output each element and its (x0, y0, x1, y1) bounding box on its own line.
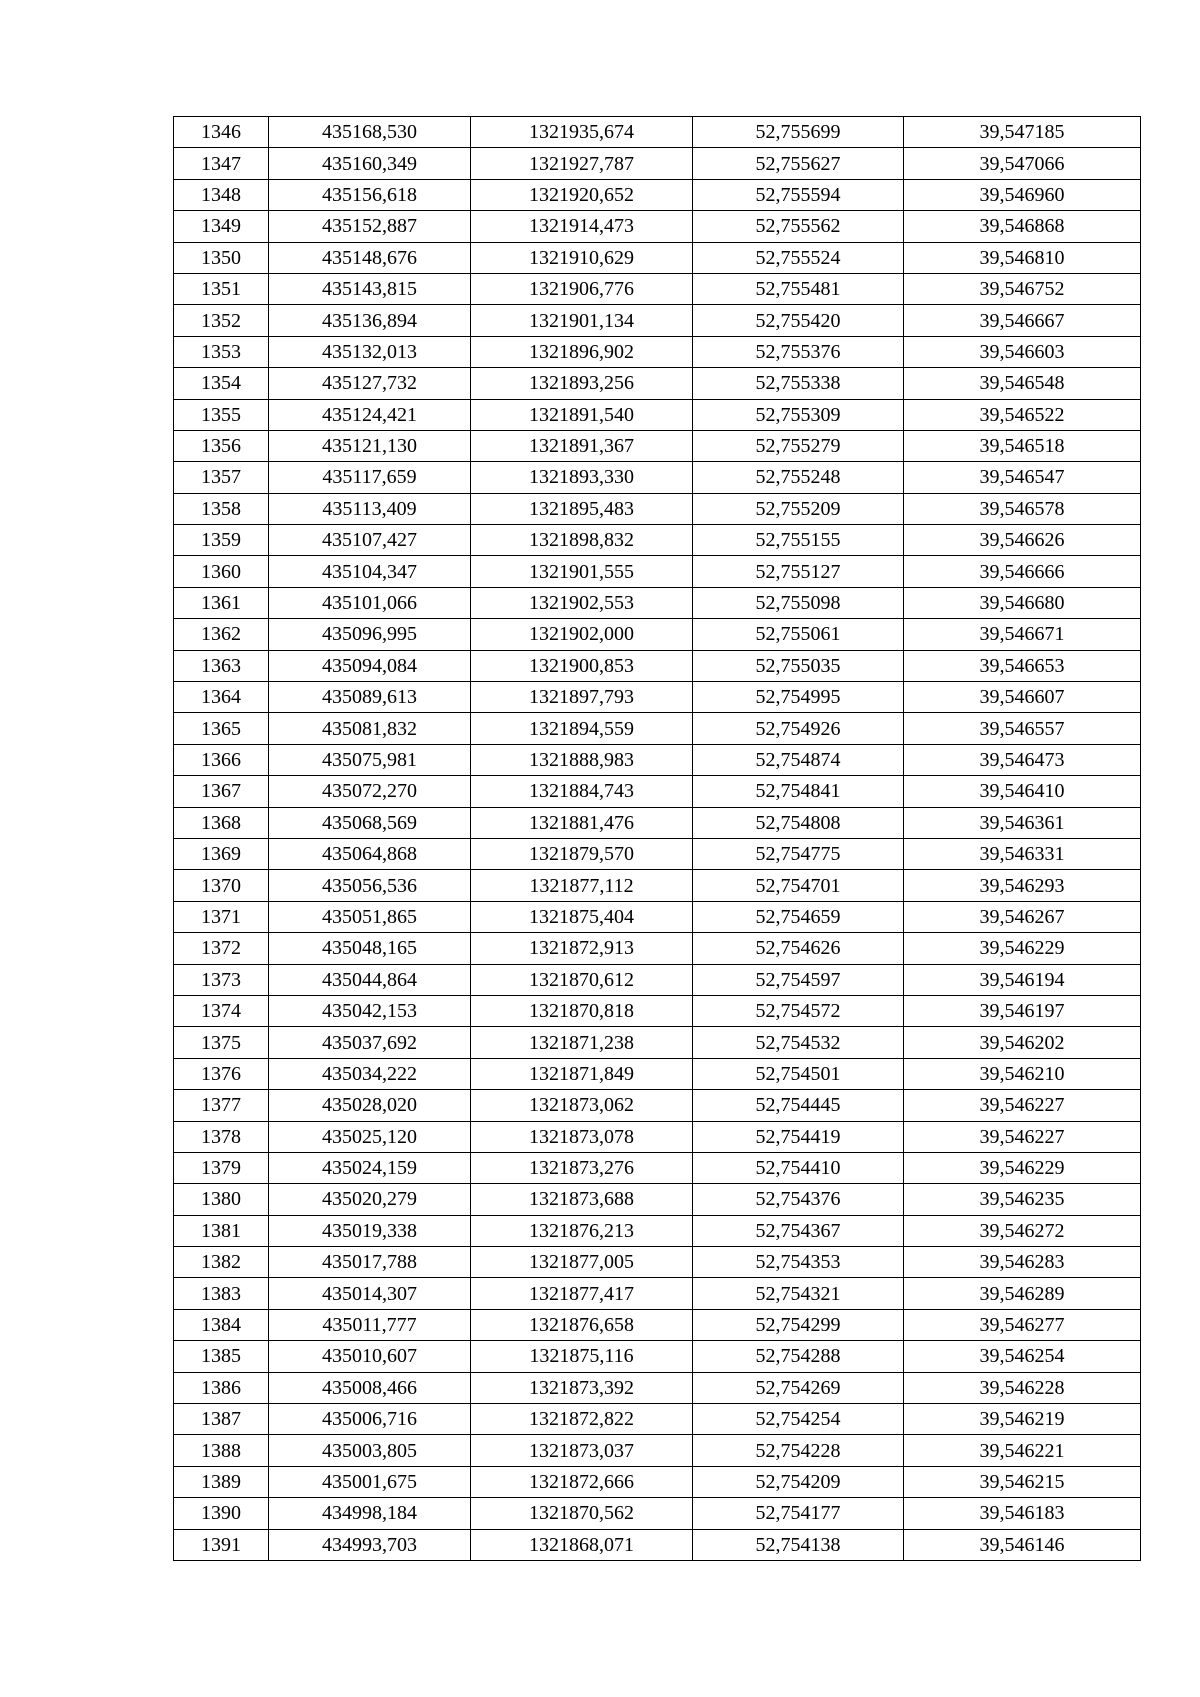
table-row (174, 1529, 1141, 1560)
longitude-cell: 39,546194 (904, 964, 1141, 995)
x-coordinate-cell: 435010,607 (269, 1341, 471, 1372)
longitude-cell: 39,546202 (904, 1027, 1141, 1058)
latitude-cell: 52,754419 (693, 1121, 904, 1152)
table-row (174, 1498, 1141, 1529)
point-number-cell: 1370 (174, 870, 269, 901)
y-coordinate-cell: 1321902,000 (471, 619, 693, 650)
longitude-cell: 39,546227 (904, 1121, 1141, 1152)
point-number-cell: 1379 (174, 1152, 269, 1183)
y-coordinate-cell: 1321891,367 (471, 430, 693, 461)
point-number-cell: 1380 (174, 1184, 269, 1215)
x-coordinate-cell: 435117,659 (269, 462, 471, 493)
point-number-cell: 1357 (174, 462, 269, 493)
longitude-cell: 39,547185 (904, 117, 1141, 148)
coordinates-table (173, 116, 1141, 1561)
x-coordinate-cell: 435068,569 (269, 807, 471, 838)
latitude-cell: 52,755481 (693, 273, 904, 304)
latitude-cell: 52,755338 (693, 368, 904, 399)
x-coordinate-cell: 434993,703 (269, 1529, 471, 1560)
y-coordinate-cell: 1321875,116 (471, 1341, 693, 1372)
point-number-cell: 1347 (174, 148, 269, 179)
table-row (174, 807, 1141, 838)
longitude-cell: 39,546557 (904, 713, 1141, 744)
y-coordinate-cell: 1321873,276 (471, 1152, 693, 1183)
y-coordinate-cell: 1321873,078 (471, 1121, 693, 1152)
point-number-cell: 1383 (174, 1278, 269, 1309)
point-number-cell: 1385 (174, 1341, 269, 1372)
table-row (174, 525, 1141, 556)
x-coordinate-cell: 435152,887 (269, 211, 471, 242)
table-row (174, 1058, 1141, 1089)
x-coordinate-cell: 435096,995 (269, 619, 471, 650)
latitude-cell: 52,754659 (693, 901, 904, 932)
y-coordinate-cell: 1321877,005 (471, 1247, 693, 1278)
y-coordinate-cell: 1321927,787 (471, 148, 693, 179)
latitude-cell: 52,754353 (693, 1247, 904, 1278)
table-row (174, 587, 1141, 618)
x-coordinate-cell: 435003,805 (269, 1435, 471, 1466)
point-number-cell: 1391 (174, 1529, 269, 1560)
table-row (174, 1278, 1141, 1309)
table-row (174, 1341, 1141, 1372)
y-coordinate-cell: 1321893,256 (471, 368, 693, 399)
point-number-cell: 1384 (174, 1309, 269, 1340)
table-row (174, 870, 1141, 901)
point-number-cell: 1372 (174, 933, 269, 964)
point-number-cell: 1386 (174, 1372, 269, 1403)
longitude-cell: 39,546653 (904, 650, 1141, 681)
x-coordinate-cell: 435051,865 (269, 901, 471, 932)
y-coordinate-cell: 1321873,062 (471, 1090, 693, 1121)
y-coordinate-cell: 1321901,555 (471, 556, 693, 587)
point-number-cell: 1352 (174, 305, 269, 336)
y-coordinate-cell: 1321872,913 (471, 933, 693, 964)
table-row (174, 901, 1141, 932)
point-number-cell: 1348 (174, 179, 269, 210)
table-row (174, 713, 1141, 744)
longitude-cell: 39,546267 (904, 901, 1141, 932)
longitude-cell: 39,546283 (904, 1247, 1141, 1278)
y-coordinate-cell: 1321920,652 (471, 179, 693, 210)
point-number-cell: 1387 (174, 1404, 269, 1435)
longitude-cell: 39,546277 (904, 1309, 1141, 1340)
longitude-cell: 39,546667 (904, 305, 1141, 336)
longitude-cell: 39,546272 (904, 1215, 1141, 1246)
longitude-cell: 39,546473 (904, 744, 1141, 775)
y-coordinate-cell: 1321873,392 (471, 1372, 693, 1403)
longitude-cell: 39,546868 (904, 211, 1141, 242)
longitude-cell: 39,546361 (904, 807, 1141, 838)
x-coordinate-cell: 435001,675 (269, 1466, 471, 1497)
y-coordinate-cell: 1321879,570 (471, 838, 693, 869)
table-row (174, 368, 1141, 399)
latitude-cell: 52,754572 (693, 995, 904, 1026)
table-row (174, 1247, 1141, 1278)
latitude-cell: 52,754138 (693, 1529, 904, 1560)
y-coordinate-cell: 1321871,849 (471, 1058, 693, 1089)
y-coordinate-cell: 1321901,134 (471, 305, 693, 336)
point-number-cell: 1388 (174, 1435, 269, 1466)
x-coordinate-cell: 435148,676 (269, 242, 471, 273)
latitude-cell: 52,754376 (693, 1184, 904, 1215)
point-number-cell: 1374 (174, 995, 269, 1026)
y-coordinate-cell: 1321870,612 (471, 964, 693, 995)
y-coordinate-cell: 1321871,238 (471, 1027, 693, 1058)
longitude-cell: 39,546235 (904, 1184, 1141, 1215)
point-number-cell: 1362 (174, 619, 269, 650)
x-coordinate-cell: 435019,338 (269, 1215, 471, 1246)
latitude-cell: 52,754874 (693, 744, 904, 775)
y-coordinate-cell: 1321893,330 (471, 462, 693, 493)
table-row (174, 995, 1141, 1026)
latitude-cell: 52,755098 (693, 587, 904, 618)
table-row (174, 493, 1141, 524)
y-coordinate-cell: 1321872,822 (471, 1404, 693, 1435)
latitude-cell: 52,754775 (693, 838, 904, 869)
table-row (174, 744, 1141, 775)
x-coordinate-cell: 435011,777 (269, 1309, 471, 1340)
point-number-cell: 1350 (174, 242, 269, 273)
y-coordinate-cell: 1321900,853 (471, 650, 693, 681)
point-number-cell: 1353 (174, 336, 269, 367)
latitude-cell: 52,754445 (693, 1090, 904, 1121)
latitude-cell: 52,754701 (693, 870, 904, 901)
latitude-cell: 52,755420 (693, 305, 904, 336)
latitude-cell: 52,754288 (693, 1341, 904, 1372)
x-coordinate-cell: 435042,153 (269, 995, 471, 1026)
y-coordinate-cell: 1321870,562 (471, 1498, 693, 1529)
table-row (174, 1121, 1141, 1152)
latitude-cell: 52,755562 (693, 211, 904, 242)
latitude-cell: 52,754501 (693, 1058, 904, 1089)
x-coordinate-cell: 435101,066 (269, 587, 471, 618)
x-coordinate-cell: 435048,165 (269, 933, 471, 964)
longitude-cell: 39,546183 (904, 1498, 1141, 1529)
y-coordinate-cell: 1321870,818 (471, 995, 693, 1026)
table-row (174, 273, 1141, 304)
point-number-cell: 1360 (174, 556, 269, 587)
table-row (174, 399, 1141, 430)
longitude-cell: 39,546666 (904, 556, 1141, 587)
longitude-cell: 39,546197 (904, 995, 1141, 1026)
x-coordinate-cell: 435121,130 (269, 430, 471, 461)
x-coordinate-cell: 435168,530 (269, 117, 471, 148)
latitude-cell: 52,755248 (693, 462, 904, 493)
table-row (174, 619, 1141, 650)
longitude-cell: 39,546146 (904, 1529, 1141, 1560)
x-coordinate-cell: 435089,613 (269, 682, 471, 713)
y-coordinate-cell: 1321914,473 (471, 211, 693, 242)
longitude-cell: 39,546607 (904, 682, 1141, 713)
y-coordinate-cell: 1321872,666 (471, 1466, 693, 1497)
x-coordinate-cell: 435124,421 (269, 399, 471, 430)
longitude-cell: 39,546215 (904, 1466, 1141, 1497)
y-coordinate-cell: 1321896,902 (471, 336, 693, 367)
y-coordinate-cell: 1321910,629 (471, 242, 693, 273)
table-row (174, 964, 1141, 995)
table-row (174, 1309, 1141, 1340)
longitude-cell: 39,546229 (904, 933, 1141, 964)
longitude-cell: 39,546227 (904, 1090, 1141, 1121)
longitude-cell: 39,546228 (904, 1372, 1141, 1403)
x-coordinate-cell: 435132,013 (269, 336, 471, 367)
longitude-cell: 39,546293 (904, 870, 1141, 901)
table-row (174, 682, 1141, 713)
table-row (174, 776, 1141, 807)
table-row (174, 1152, 1141, 1183)
x-coordinate-cell: 435037,692 (269, 1027, 471, 1058)
x-coordinate-cell: 435104,347 (269, 556, 471, 587)
point-number-cell: 1368 (174, 807, 269, 838)
table-row (174, 933, 1141, 964)
latitude-cell: 52,754254 (693, 1404, 904, 1435)
y-coordinate-cell: 1321876,213 (471, 1215, 693, 1246)
x-coordinate-cell: 435081,832 (269, 713, 471, 744)
longitude-cell: 39,547066 (904, 148, 1141, 179)
latitude-cell: 52,754269 (693, 1372, 904, 1403)
latitude-cell: 52,755376 (693, 336, 904, 367)
latitude-cell: 52,754626 (693, 933, 904, 964)
latitude-cell: 52,755061 (693, 619, 904, 650)
x-coordinate-cell: 435075,981 (269, 744, 471, 775)
longitude-cell: 39,546603 (904, 336, 1141, 367)
y-coordinate-cell: 1321935,674 (471, 117, 693, 148)
y-coordinate-cell: 1321884,743 (471, 776, 693, 807)
x-coordinate-cell: 435136,894 (269, 305, 471, 336)
table-row (174, 556, 1141, 587)
point-number-cell: 1369 (174, 838, 269, 869)
x-coordinate-cell: 435020,279 (269, 1184, 471, 1215)
latitude-cell: 52,754228 (693, 1435, 904, 1466)
longitude-cell: 39,546410 (904, 776, 1141, 807)
x-coordinate-cell: 435072,270 (269, 776, 471, 807)
table-row (174, 1435, 1141, 1466)
point-number-cell: 1389 (174, 1466, 269, 1497)
table-row (174, 1090, 1141, 1121)
longitude-cell: 39,546221 (904, 1435, 1141, 1466)
coordinates-table-body (174, 117, 1141, 1561)
point-number-cell: 1373 (174, 964, 269, 995)
x-coordinate-cell: 435064,868 (269, 838, 471, 869)
y-coordinate-cell: 1321902,553 (471, 587, 693, 618)
table-row (174, 336, 1141, 367)
table-row (174, 211, 1141, 242)
y-coordinate-cell: 1321898,832 (471, 525, 693, 556)
x-coordinate-cell: 435127,732 (269, 368, 471, 399)
latitude-cell: 52,754410 (693, 1152, 904, 1183)
point-number-cell: 1367 (174, 776, 269, 807)
x-coordinate-cell: 435094,084 (269, 650, 471, 681)
longitude-cell: 39,546960 (904, 179, 1141, 210)
x-coordinate-cell: 435014,307 (269, 1278, 471, 1309)
y-coordinate-cell: 1321877,417 (471, 1278, 693, 1309)
latitude-cell: 52,754597 (693, 964, 904, 995)
longitude-cell: 39,546210 (904, 1058, 1141, 1089)
table-row (174, 650, 1141, 681)
point-number-cell: 1365 (174, 713, 269, 744)
point-number-cell: 1358 (174, 493, 269, 524)
latitude-cell: 52,755627 (693, 148, 904, 179)
latitude-cell: 52,755524 (693, 242, 904, 273)
y-coordinate-cell: 1321877,112 (471, 870, 693, 901)
longitude-cell: 39,546578 (904, 493, 1141, 524)
table-row (174, 1466, 1141, 1497)
longitude-cell: 39,546289 (904, 1278, 1141, 1309)
point-number-cell: 1376 (174, 1058, 269, 1089)
longitude-cell: 39,546548 (904, 368, 1141, 399)
y-coordinate-cell: 1321906,776 (471, 273, 693, 304)
latitude-cell: 52,754532 (693, 1027, 904, 1058)
latitude-cell: 52,755035 (693, 650, 904, 681)
y-coordinate-cell: 1321873,688 (471, 1184, 693, 1215)
y-coordinate-cell: 1321875,404 (471, 901, 693, 932)
latitude-cell: 52,754995 (693, 682, 904, 713)
longitude-cell: 39,546626 (904, 525, 1141, 556)
point-number-cell: 1359 (174, 525, 269, 556)
longitude-cell: 39,546680 (904, 587, 1141, 618)
table-row (174, 1404, 1141, 1435)
x-coordinate-cell: 435056,536 (269, 870, 471, 901)
table-row (174, 430, 1141, 461)
longitude-cell: 39,546331 (904, 838, 1141, 869)
point-number-cell: 1356 (174, 430, 269, 461)
table-row (174, 179, 1141, 210)
latitude-cell: 52,754808 (693, 807, 904, 838)
longitude-cell: 39,546522 (904, 399, 1141, 430)
x-coordinate-cell: 435025,120 (269, 1121, 471, 1152)
x-coordinate-cell: 435107,427 (269, 525, 471, 556)
x-coordinate-cell: 435143,815 (269, 273, 471, 304)
point-number-cell: 1363 (174, 650, 269, 681)
table-row (174, 838, 1141, 869)
point-number-cell: 1378 (174, 1121, 269, 1152)
point-number-cell: 1390 (174, 1498, 269, 1529)
longitude-cell: 39,546810 (904, 242, 1141, 273)
latitude-cell: 52,755699 (693, 117, 904, 148)
y-coordinate-cell: 1321881,476 (471, 807, 693, 838)
latitude-cell: 52,754209 (693, 1466, 904, 1497)
table-row (174, 148, 1141, 179)
table-row (174, 1184, 1141, 1215)
latitude-cell: 52,754177 (693, 1498, 904, 1529)
point-number-cell: 1346 (174, 117, 269, 148)
point-number-cell: 1351 (174, 273, 269, 304)
x-coordinate-cell: 435008,466 (269, 1372, 471, 1403)
x-coordinate-cell: 435034,222 (269, 1058, 471, 1089)
point-number-cell: 1355 (174, 399, 269, 430)
x-coordinate-cell: 435156,618 (269, 179, 471, 210)
latitude-cell: 52,755127 (693, 556, 904, 587)
y-coordinate-cell: 1321873,037 (471, 1435, 693, 1466)
y-coordinate-cell: 1321876,658 (471, 1309, 693, 1340)
latitude-cell: 52,754299 (693, 1309, 904, 1340)
longitude-cell: 39,546752 (904, 273, 1141, 304)
point-number-cell: 1366 (174, 744, 269, 775)
x-coordinate-cell: 434998,184 (269, 1498, 471, 1529)
latitude-cell: 52,754367 (693, 1215, 904, 1246)
longitude-cell: 39,546219 (904, 1404, 1141, 1435)
y-coordinate-cell: 1321891,540 (471, 399, 693, 430)
longitude-cell: 39,546229 (904, 1152, 1141, 1183)
latitude-cell: 52,754926 (693, 713, 904, 744)
point-number-cell: 1364 (174, 682, 269, 713)
table-row (174, 462, 1141, 493)
table-row (174, 1372, 1141, 1403)
latitude-cell: 52,755309 (693, 399, 904, 430)
y-coordinate-cell: 1321895,483 (471, 493, 693, 524)
y-coordinate-cell: 1321888,983 (471, 744, 693, 775)
point-number-cell: 1354 (174, 368, 269, 399)
longitude-cell: 39,546547 (904, 462, 1141, 493)
point-number-cell: 1381 (174, 1215, 269, 1246)
x-coordinate-cell: 435017,788 (269, 1247, 471, 1278)
longitude-cell: 39,546518 (904, 430, 1141, 461)
latitude-cell: 52,754841 (693, 776, 904, 807)
point-number-cell: 1375 (174, 1027, 269, 1058)
latitude-cell: 52,754321 (693, 1278, 904, 1309)
longitude-cell: 39,546671 (904, 619, 1141, 650)
table-row (174, 117, 1141, 148)
x-coordinate-cell: 435006,716 (269, 1404, 471, 1435)
y-coordinate-cell: 1321894,559 (471, 713, 693, 744)
x-coordinate-cell: 435113,409 (269, 493, 471, 524)
y-coordinate-cell: 1321897,793 (471, 682, 693, 713)
table-row (174, 1027, 1141, 1058)
latitude-cell: 52,755155 (693, 525, 904, 556)
point-number-cell: 1361 (174, 587, 269, 618)
point-number-cell: 1371 (174, 901, 269, 932)
point-number-cell: 1377 (174, 1090, 269, 1121)
latitude-cell: 52,755594 (693, 179, 904, 210)
longitude-cell: 39,546254 (904, 1341, 1141, 1372)
table-row (174, 1215, 1141, 1246)
table-row (174, 242, 1141, 273)
point-number-cell: 1349 (174, 211, 269, 242)
x-coordinate-cell: 435028,020 (269, 1090, 471, 1121)
x-coordinate-cell: 435024,159 (269, 1152, 471, 1183)
table-row (174, 305, 1141, 336)
x-coordinate-cell: 435160,349 (269, 148, 471, 179)
latitude-cell: 52,755209 (693, 493, 904, 524)
y-coordinate-cell: 1321868,071 (471, 1529, 693, 1560)
latitude-cell: 52,755279 (693, 430, 904, 461)
point-number-cell: 1382 (174, 1247, 269, 1278)
x-coordinate-cell: 435044,864 (269, 964, 471, 995)
